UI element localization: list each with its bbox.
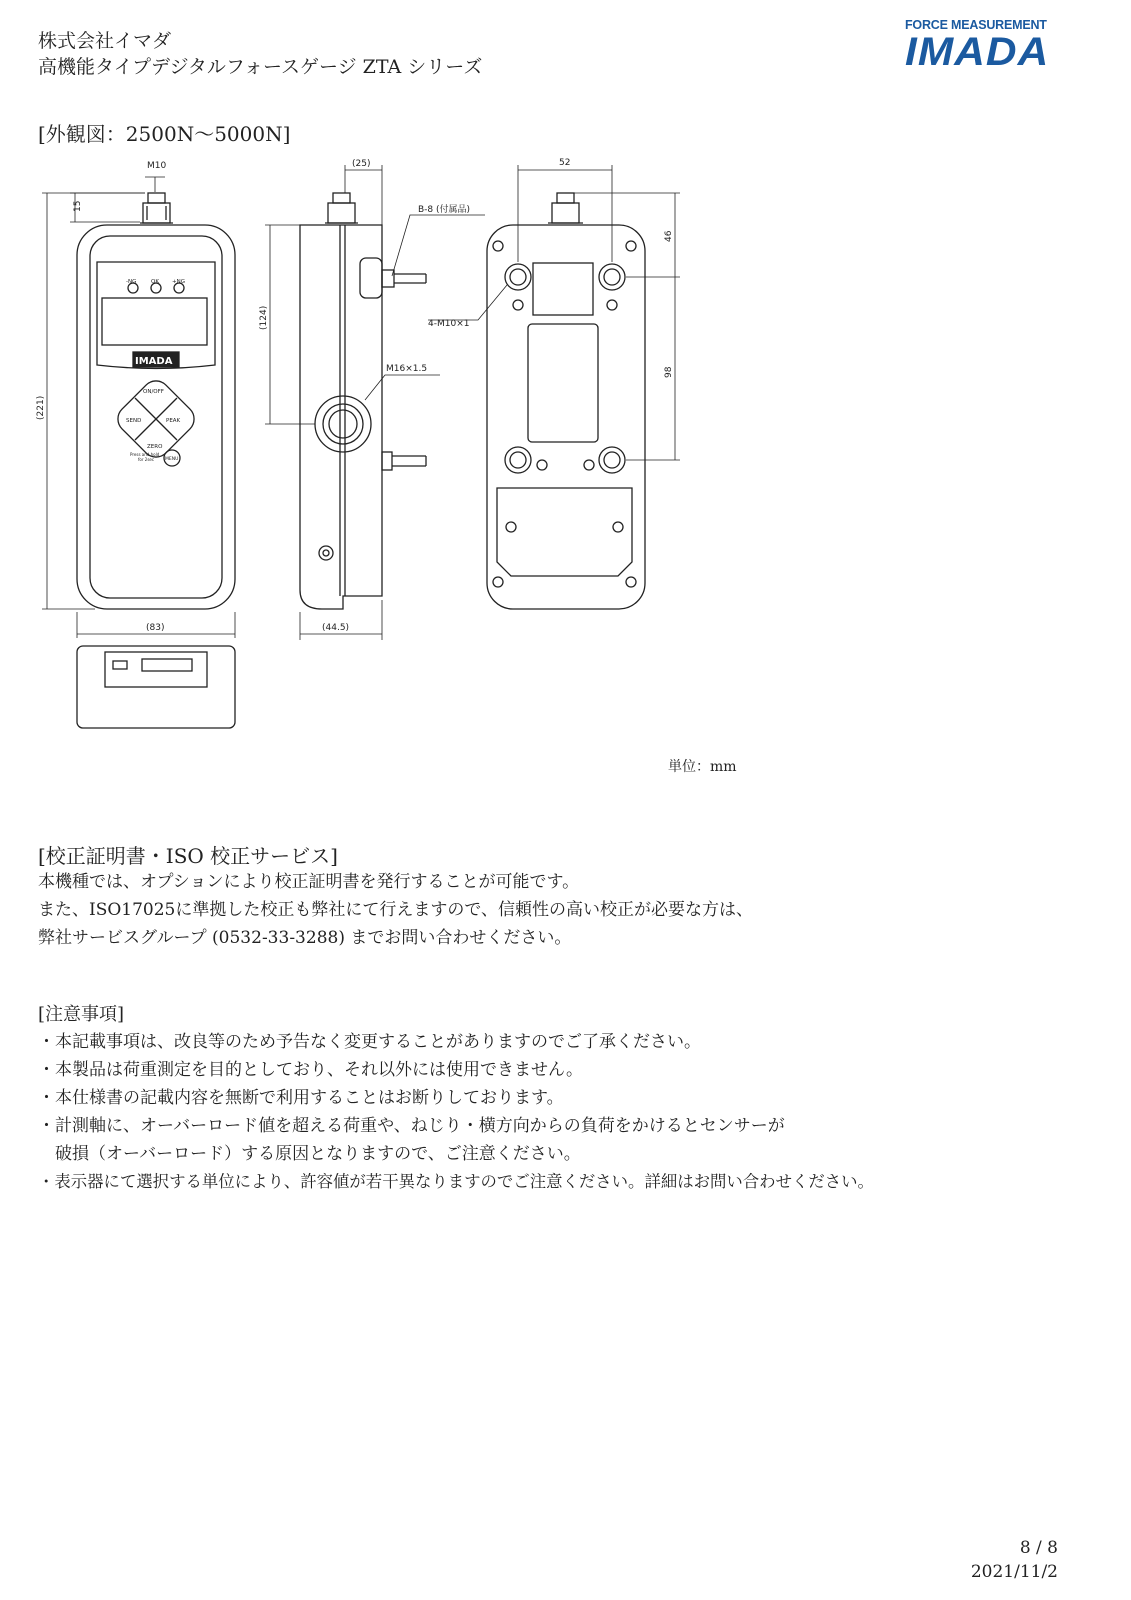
dim-124: (124) (259, 305, 269, 330)
logo-tagline: FORCE MEASUREMENT (905, 18, 1047, 32)
calibration-line: 本機種では、オプションにより校正証明書を発行することが可能です。 (38, 872, 580, 892)
led-ok: OK (151, 279, 159, 285)
side-view (300, 193, 426, 609)
btn-peak: PEAK (166, 418, 181, 424)
device-brand: IMADA (135, 356, 173, 367)
imada-logo (905, 18, 1055, 72)
note-line: 破損（オーバーロード）する原因となりますので、ご注意ください。 (38, 1144, 581, 1164)
dim-83: (83) (146, 623, 165, 633)
label-b8: B-8 (付属品) (418, 205, 471, 215)
note-line: ・本製品は荷重測定を目的としており、それ以外には使用できません。 (38, 1060, 584, 1080)
dim-44-5: (44.5) (322, 623, 350, 633)
unit-note: 単位：mm (668, 759, 737, 775)
logo-wordmark: IMADA (905, 30, 1050, 74)
document-date: 2021/11/2 (970, 1562, 1058, 1582)
bottom-view (77, 646, 235, 728)
led-ng-high: +NG (172, 279, 185, 285)
page-number: 8 / 8 (1019, 1538, 1058, 1558)
btn-zero: ZERO (147, 444, 163, 450)
btn-menu: MENU (165, 457, 179, 462)
note-line: ・表示器にて選択する単位により、許容値が若干異なりますのでご注意ください。詳細はお問い合わせください。 (38, 1172, 874, 1191)
notes-body (38, 1028, 874, 1196)
label-m16: M16×1.5 (386, 364, 428, 374)
dim-m10: M10 (147, 161, 167, 171)
btn-send: SEND (126, 418, 142, 424)
dim-221: (221) (36, 395, 46, 420)
dim-52: 52 (559, 158, 571, 168)
dim-46: 46 (664, 230, 674, 242)
led-ng-low: -NG (126, 279, 137, 285)
front-view (77, 193, 235, 609)
calibration-body (38, 868, 753, 952)
company-name: 株式会社イマダ (38, 30, 172, 52)
dim-25: (25) (352, 159, 371, 169)
btn-on-off: ON/OFF (143, 389, 164, 395)
hold-note-1: Press and hold (130, 452, 160, 457)
calibration-line: 弊社サービスグループ (0532-33-3288) までお問い合わせください。 (38, 928, 572, 948)
calibration-line: また、ISO17025に準拠した校正も弊社にて行えますので、信頼性の高い校正が必要な方は、 (38, 900, 754, 920)
note-line: ・本記載事項は、改良等のため予告なく変更することがありますのでご了承ください。 (38, 1032, 701, 1052)
notes-title: [注意事項] (38, 1004, 125, 1025)
note-line: ・計測軸に、オーバーロード値を超える荷重や、ねじり・横方向からの負荷をかけるとセンサーが (38, 1116, 785, 1136)
product-series: 高機能タイプデジタルフォースゲージ ZTA シリーズ (38, 56, 483, 78)
calibration-title: [校正証明書・ISO 校正サービス] (38, 844, 338, 868)
note-line: ・本仕様書の記載内容を無断で利用することはお断りしております。 (38, 1088, 564, 1108)
drawing-title: [外観図：2500N〜5000N] (38, 122, 291, 146)
back-view (487, 193, 645, 609)
hold-note-2: for 2sec (138, 457, 155, 462)
dim-15: 15 (73, 200, 83, 212)
external-view-drawing (0, 150, 760, 790)
dim-98: 98 (664, 366, 674, 378)
label-4-m10: 4-M10×1 (428, 319, 470, 329)
